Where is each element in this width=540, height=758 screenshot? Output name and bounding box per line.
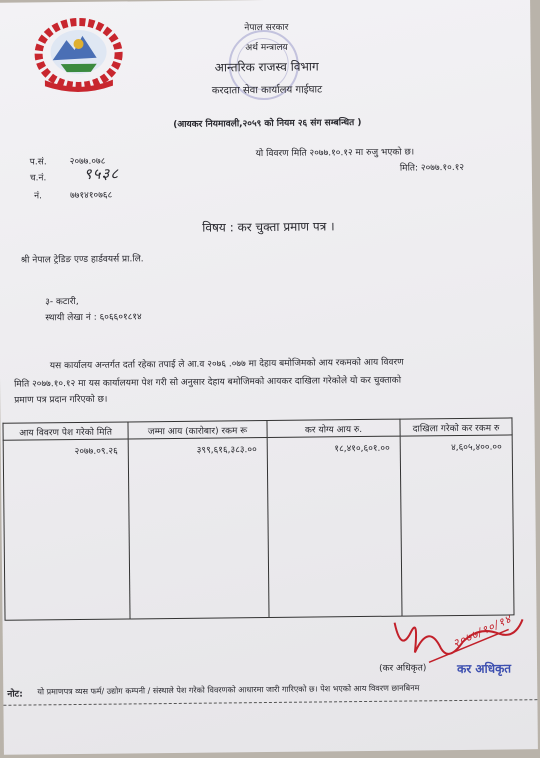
body-line-1: यस कार्यालय अन्तर्गत दर्ता रहेका तपाई ले आ.व २०७६ .०७७ मा देहाय बमोजिमको आय रकमको आय विवरण: [49, 357, 404, 372]
ministry-title: अर्थ मन्त्रालय: [245, 42, 288, 54]
n-label: नं.: [34, 191, 43, 202]
footer-note: यो प्रमाणपत्र व्यस फर्म/ उद्योग कम्पनी / संस्थाले पेश गरेको विवरणको आधारमा जारी गारिएको छ। पेश भएको आय विवरण छानबिनम: [37, 683, 420, 697]
addressee-address: ३- कटारी,: [45, 296, 79, 308]
footer-note-label: नोट:: [7, 689, 23, 700]
ps-value: २०७७.०७८: [69, 156, 106, 168]
tax-summary-table: [2, 417, 514, 620]
subject-line: विषय : कर चुक्ता प्रमाण पत्र ।: [202, 219, 335, 235]
office-title: करदाता सेवा कार्यालय गाईघाट: [211, 84, 323, 97]
n-value: ७७१४१०७६८: [70, 190, 113, 202]
cn-value-handwritten: ९५३८: [83, 164, 120, 183]
addressee-name: श्री नेपाल ट्रेडिङ एण्ड हार्डवयर्स प्रा.लि.: [20, 254, 144, 266]
issue-date: मिति: २०७७.१०.१२: [399, 162, 465, 174]
table-row: [3, 435, 514, 620]
cell-taxable-income: १८,४१०,६०१.००: [267, 436, 402, 617]
col-header-tax-paid: दाखिला गरेको कर रकम रु: [400, 418, 512, 436]
gov-title: नेपाल सरकार: [244, 22, 289, 34]
col-header-taxable-income: कर योग्य आय रु.: [267, 419, 400, 437]
regulation-reference: (आयकर नियमावली,२०५९ को नियम २६ संग सम्बन्धित ): [173, 117, 362, 130]
body-line-3: प्रमाण पत्र प्रदान गरिएको छ।: [14, 394, 108, 406]
officer-label: (कर अधिकृत): [379, 663, 427, 674]
nepal-emblem-icon: [30, 13, 127, 94]
body-line-2: मिति २०७७.१०.१२ मा यस कार्यालयमा पेश गरी सो अनुसार देहाय बमोजिमको आयकर दाखिला गरेकोले यो कर चुक्ताको: [14, 375, 402, 390]
addressee-pan: स्थायी लेखा नं : ६०६६०१८१४: [45, 312, 142, 324]
cell-submission-date: २०७७.०९.२६: [3, 439, 130, 620]
col-header-submission-date: आय विवरण पेश गरेको मिति: [3, 422, 128, 440]
department-title: आन्तरिक राजस्व विभाग: [214, 59, 319, 75]
ps-label: प.सं.: [29, 157, 47, 168]
submission-note: यो विवरण मिति २०७७.१०.१२ मा रुजु भएको छ।: [255, 147, 415, 160]
col-header-total-income: जम्मा आय (कारोबार) रकम रू: [128, 421, 267, 439]
cell-tax-paid: ४,६०५,४००.००: [400, 435, 514, 616]
officer-stamp-text: कर अधिकृत: [457, 661, 512, 677]
cn-label: च.नं.: [29, 173, 47, 184]
signature-date-scrawl: २०७७/१०/१४: [450, 612, 514, 651]
cell-total-income: ३९९,६१६,३८३.००: [128, 438, 269, 619]
footer-divider: [3, 699, 537, 708]
